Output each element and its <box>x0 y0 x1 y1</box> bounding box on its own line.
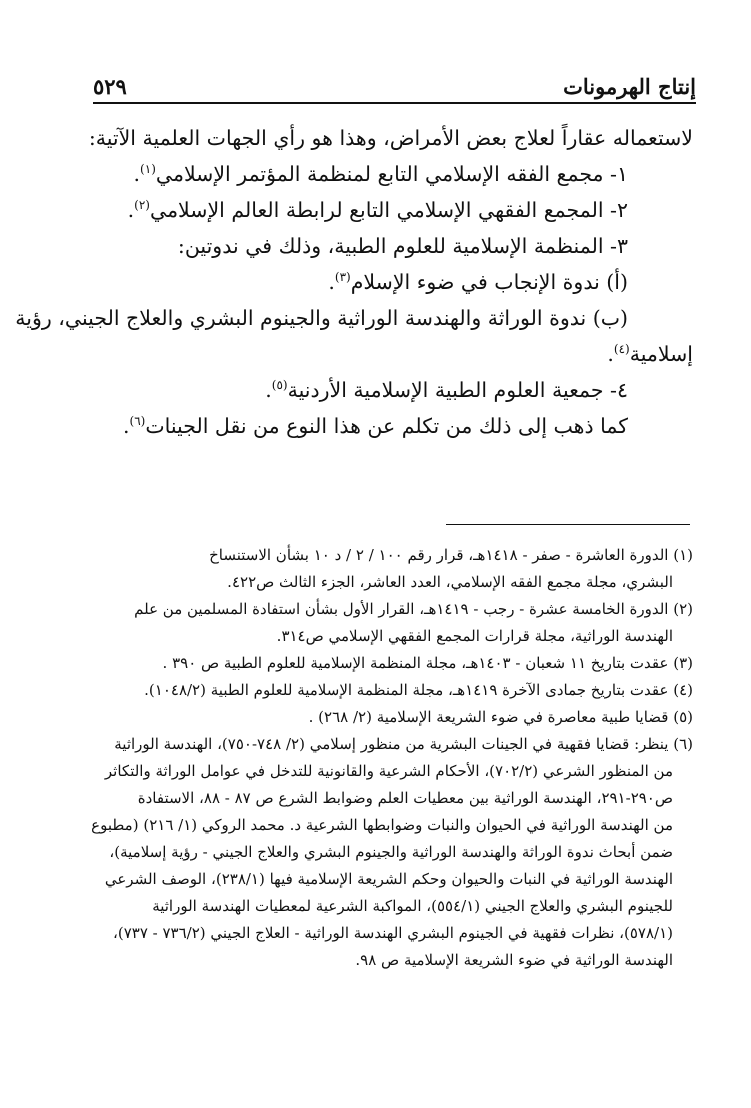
header-rule <box>93 102 696 104</box>
footnote-1: (١) الدورة العاشرة - صفر - ١٤١٨هـ، قرار رقم ١٠٠ / ٢ / د ١٠ بشأن الاستنساخ <box>209 546 693 564</box>
footnote-ref-6[interactable]: (٦) <box>129 414 146 429</box>
footnote-6-cont: ص٢٩٠-٢٩١، الهندسة الوراثية بين معطيات العلم وضوابط الشرع ص ٨٧ - ٨٨، الاستفادة <box>137 789 673 807</box>
footnote-1-cont: البشري، مجلة مجمع الفقه الإسلامي، العدد العاشر، الجزء الثالث ص٤٢٢. <box>227 573 673 591</box>
body-line-7: إسلامية$^{(٤)}$. <box>607 342 693 366</box>
footnote-4: (٤) عقدت بتاريخ جمادى الآخرة ١٤١٩هـ، مجلة المنظمة الإسلامية للعلوم الطبية (١٠٤٨/٢). <box>144 681 693 699</box>
footnote-ref-2[interactable]: (٢) <box>134 198 150 213</box>
body-line-1: لاستعماله عقاراً لعلاج بعض الأمراض، وهذا هو رأي الجهات العلمية الآتية: <box>88 126 693 150</box>
footnote-2-cont: الهندسة الوراثية، مجلة قرارات المجمع الفقهي الإسلامي ص٣١٤. <box>276 627 673 645</box>
running-title: إنتاج الهرمونات <box>563 74 696 99</box>
footnote-6-cont: من المنظور الشرعي (٧٠٢/٢)، الأحكام الشرعية والقانونية للتدخل في عوامل الوراثة والتكاثر <box>104 762 673 780</box>
footnote-ref-3[interactable]: (٣) <box>334 270 351 285</box>
body-line-4: ٣- المنظمة الإسلامية للعلوم الطبية، وذلك في ندوتين: <box>177 234 628 258</box>
main-text <box>15 120 693 444</box>
footnote-ref-5[interactable]: (٥) <box>271 378 288 393</box>
footnote-6-cont: ضمن أبحاث ندوة الوراثة والهندسة الوراثية والجينوم البشري والعلاج الجيني - رؤية إسلامية)، <box>109 843 673 861</box>
footnote-ref-1[interactable]: (١) <box>140 162 156 177</box>
footnote-2: (٢) الدورة الخامسة عشرة - رجب - ١٤١٩هـ، القرار الأول بشأن استفادة المسلمين من علم <box>134 600 693 618</box>
body-line-6: (ب) ندوة الوراثة والهندسة الوراثية والجينوم البشري والعلاج الجيني، رؤية <box>15 306 628 330</box>
body-line-8: ٤- جمعية العلوم الطبية الإسلامية الأردنية$^{(٥)}$. <box>265 378 628 402</box>
body-line-2: ١- مجمع الفقه الإسلامي التابع لمنظمة المؤتمر الإسلامي$^{(١)}$. <box>133 162 628 186</box>
footnote-6-cont: للجينوم البشري والعلاج الجيني (٥٥٤/١)، المواكبة الشرعية لمعطيات الهندسة الوراثية <box>152 897 673 915</box>
running-header <box>93 72 696 104</box>
footnote-6-cont: الهندسة الوراثية في النبات والحيوان وحكم الشريعة الإسلامية فيها (٢٣٨/١)، الوصف الشرعي <box>104 870 673 888</box>
body-line-9: كما ذهب إلى ذلك من تكلم عن هذا النوع من نقل الجينات$^{(٦)}$. <box>122 414 628 438</box>
footnote-6: (٦) ينظر: قضايا فقهية في الجينات البشرية من منظور إسلامي (٢/ ٧٤٨-٧٥٠)، الهندسة الوراثية <box>114 735 693 753</box>
footnotes <box>87 542 693 974</box>
footnote-6-cont: الهندسة الوراثية في ضوء الشريعة الإسلامية ص ٩٨. <box>355 951 673 969</box>
footnote-6-cont: (٥٧٨/١)، نظرات فقهية في الجينوم البشري الهندسة الوراثية - العلاج الجيني (٧٣٦/٢ - ٧٣٧)، <box>113 924 673 942</box>
footnote-5: (٥) قضايا طبية معاصرة في ضوء الشريعة الإسلامية (٢/ ٢٦٨) . <box>308 708 693 726</box>
footnote-separator <box>446 524 690 525</box>
page-number: ٥٢٩ <box>93 74 127 99</box>
footnote-ref-4[interactable]: (٤) <box>613 342 630 357</box>
footnote-3: (٣) عقدت بتاريخ ١١ شعبان - ١٤٠٣هـ، مجلة المنظمة الإسلامية للعلوم الطبية ص ٣٩٠ . <box>162 654 693 672</box>
body-line-5: (أ) ندوة الإنجاب في ضوء الإسلام$^{(٣)}$. <box>328 270 628 294</box>
body-line-3: ٢- المجمع الفقهي الإسلامي التابع لرابطة العالم الإسلامي$^{(٢)}$. <box>127 198 628 222</box>
footnote-6-cont: من الهندسة الوراثية في الحيوان والنبات وضوابطها الشرعية د. محمد الروكي (١/ ٢١٦) (مطبوع <box>91 816 673 834</box>
